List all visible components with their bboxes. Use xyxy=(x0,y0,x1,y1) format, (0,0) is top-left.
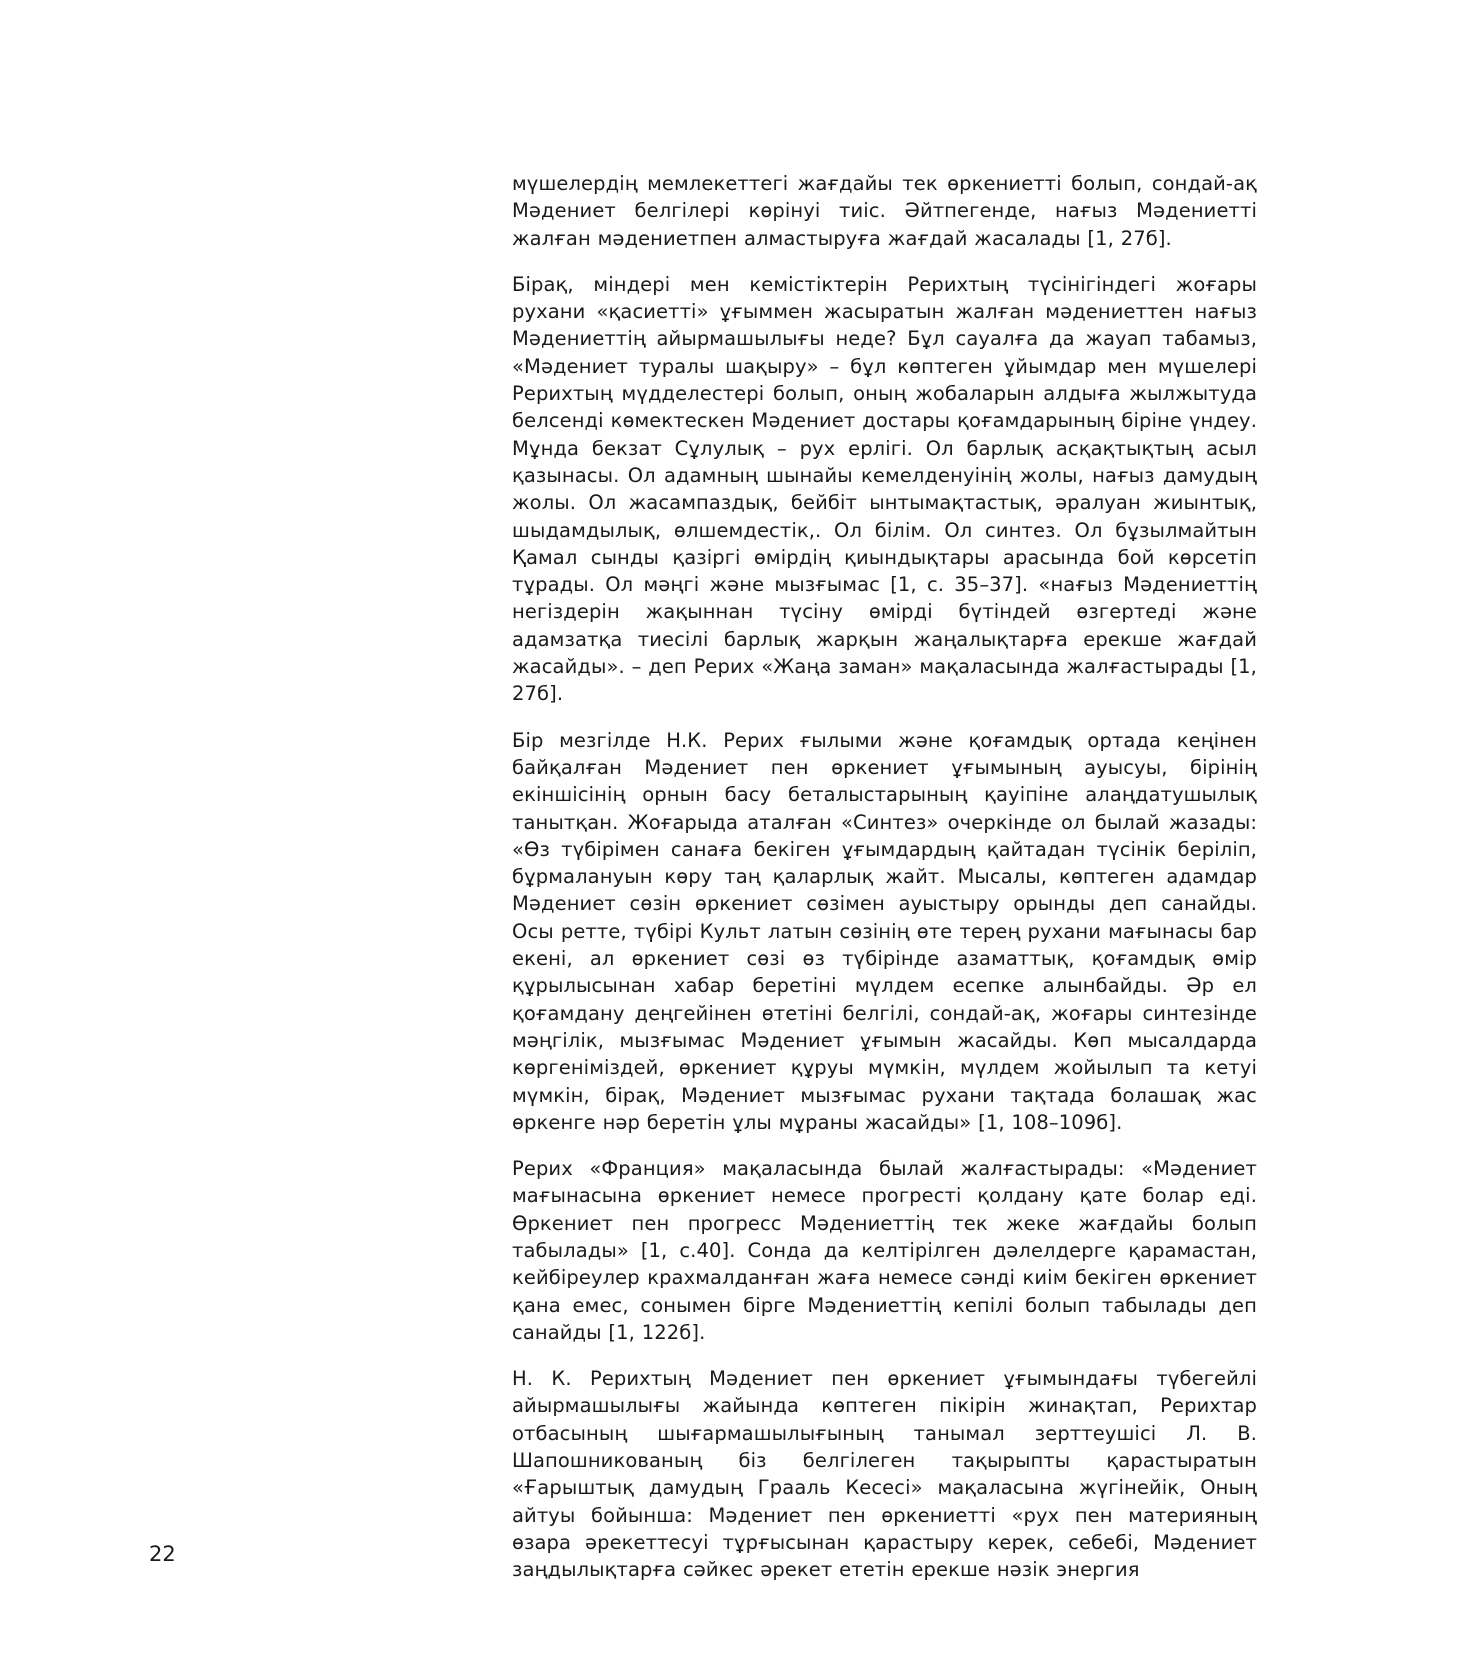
page-number: 22 xyxy=(149,1542,176,1566)
paragraph-1: мүшелердің мемлекеттегі жағдайы тек өркениетті болып, сондай-ақ Мәдениет белгілері көрінуі тиіс. Әйтпегенде, нағыз Мәдениетті жалған мәдениетпен алмастыруға жағдай жасалады [1, 27б]. xyxy=(512,172,1257,250)
paragraph-5: Н. К. Рерихтың Мәдениет пен өркениет ұғымындағы түбегейлі айырмашылығы жайында көптеген пікірін жинақтап, Рерихтар отбасының шығармашылығының танымал зерттеушісі Л. В. Шапошникованың біз белгілеген тақырыпты қарастыратын «Ғарыштық дамудың Грааль Кесесі» мақаласына жүгінейік, Оның айтуы бойынша: Мәдениет пен өркениетті «рух пен материяның өзара әрекеттесуі тұрғысынан қарастыру керек, себебі, Мәдениет заңдылықтарға сәйкес әрекет ететін ерекше нәзік энергия xyxy=(512,1367,1257,1582)
paragraph-3: Бір мезгілде Н.К. Рерих ғылыми және қоғамдық ортада кеңінен байқалған Мәдениет пен өркениет ұғымының ауысуы, бірінің екіншісінің орнын басу беталыстарының қауіпіне алаңдатушылық танытқан. Жоғарыда аталған «Синтез» очеркінде ол былай жазады: «Өз түбірімен санаға бекіген ұғымдардың қайтадан түсінік беріліп, бұрмалануын көру таң қаларлық жайт. Мысалы, көптеген адамдар Мәдениет сөзін өркениет сөзімен ауыстыру орынды деп санайды. Осы ретте, түбірі Культ латын сөзінің өте терең рухани мағынасы бар екені, ал өркениет сөзі өз түбірінде азаматтық, қоғамдық өмір құрылысынан хабар беретіні мүлдем есепке алынбайды. Әр ел қоғамдану деңгейінен өтетіні белгілі, сондай-ақ, жоғары синтезінде мәңгілік, мызғымас Мәдениет ұғымын жасайды. Көп мысалдарда көргеніміздей, өркениет құруы мүмкін, мүлдем жойылып та кетуі мүмкін, бірақ, Мәдениет мызғымас рухани тақтада болашақ жас өркенге нәр беретін ұлы мұраны жасайды» [1, 108–109б]. xyxy=(512,728,1257,1134)
main-text-column xyxy=(512,170,1257,1603)
paragraph-2: Бірақ, міндері мен кемістіктерін Рерихтың түсінігіндегі жоғары рухани «қасиетті» ұғыммен жасыратын жалған мәдениеттен нағыз Мәдениеттің айырмашылығы неде? Бұл сауалға да жауап табамыз, «Мәдениет туралы шақыру» – бұл көптеген ұйымдар мен мүшелері Рерихтың мүдделестері болып, оның жобаларын алдыға жылжытуда белсенді көмектескен Мәдениет достары қоғамдарының біріне үндеу. Мұнда бекзат Сұлулық – рух ерлігі. Ол барлық асқақтықтың асыл қазынасы. Ол адамның шынайы кемелденуінің жолы, нағыз дамудың жолы. Ол жасампаздық, бейбіт ынтымақтастық, әралуан жиынтық, шыдамдылық, өлшемдестік,. Ол білім. Ол синтез. Ол бұзылмайтын Қамал сынды қазіргі өмірдің қиындықтары арасында бой көрсетіп тұрады. Ол мәңгі және мызғымас [1, с. 35–37]. «нағыз Мәдениеттің негіздерін жақыннан түсіну өмірді бүтіндей өзгертеді және адамзатқа тиесілі барлық жарқын жаңалықтарға ерекше жағдай жасайды». – деп Рерих «Жаңа заман» мақаласында жалғастырады [1, 27б]. xyxy=(512,272,1257,706)
paragraph-4: Рерих «Франция» мақаласында былай жалғастырады: «Мәдениет мағынасына өркениет немесе прогресті қолдану қате болар еді. Өркениет пен прогресс Мәдениеттің тек жеке жағдайы болып табылады» [1, с.40]. Сонда да келтірілген дәлелдерге қарамастан, кейбіреулер крахмалданған жаға немесе сәнді киім бекіген өркениет қана емес, сонымен бірге Мәдениеттің кепілі болып табылады деп санайды [1, 122б]. xyxy=(512,1157,1257,1344)
